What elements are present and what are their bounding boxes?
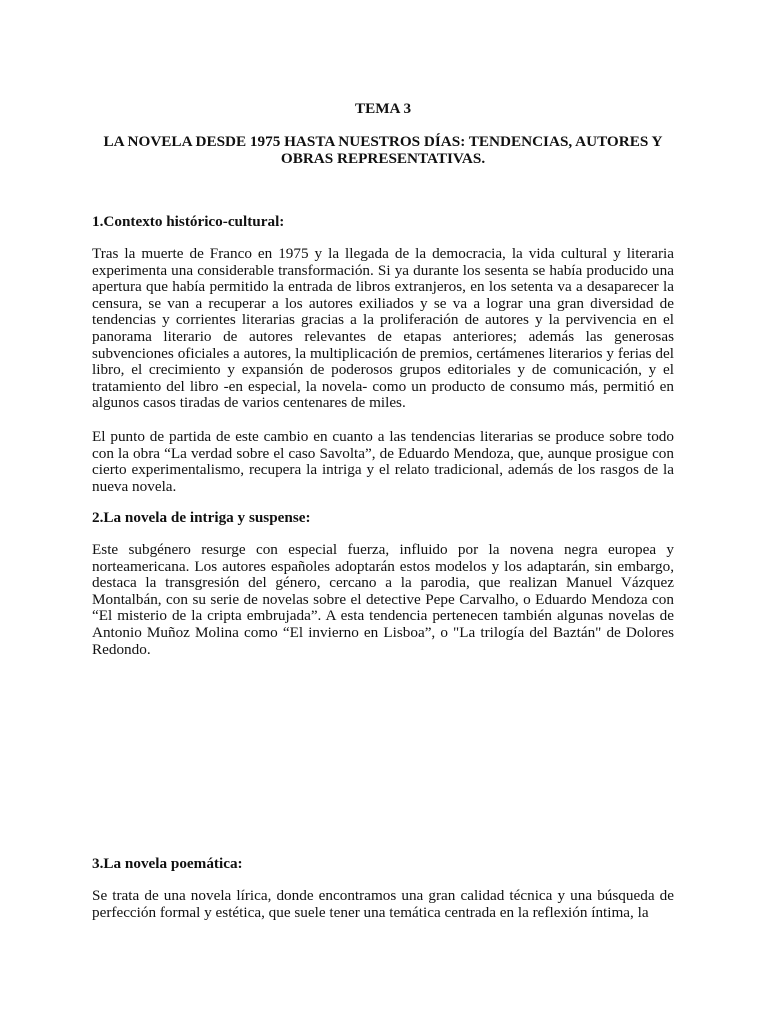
section-heading-contexto: 1.Contexto histórico-cultural: <box>92 213 285 230</box>
paragraph-intriga-1: Este subgénero resurge con especial fuerza, influido por la novena negra europea y norteamericana. Los autores españoles adoptarán estos modelos y los adaptarán, sin embargo, destaca la transgresión del género, cercano a la parodia, que realizan Manuel Vázquez Montalbán, con su serie de novelas sobre el detective Pepe Carvalho, o Eduardo Mendoza con “El misterio de la cripta embrujada”. A esta tendencia pertenecen también algunas novelas de Antonio Muñoz Molina como “El invierno en Lisboa”, o "La trilogía del Baztán" de Dolores Redondo. <box>92 541 674 658</box>
paragraph-poematica-1: Se trata de una novela lírica, donde encontramos una gran calidad técnica y una búsqueda de perfección formal y estética, que suele tener una temática centrada en la reflexión íntima, la <box>92 887 674 921</box>
document-title: LA NOVELA DESDE 1975 HASTA NUESTROS DÍAS: TENDENCIAS, AUTORES Y OBRAS REPRESENTATIVAS. <box>103 133 663 167</box>
tema-heading: TEMA 3 <box>354 100 412 117</box>
section-heading-poematica: 3.La novela poemática: <box>92 855 243 872</box>
paragraph-contexto-2: El punto de partida de este cambio en cuanto a las tendencias literarias se produce sobre todo con la obra “La verdad sobre el caso Savolta”, de Eduardo Mendoza, que, aunque prosigue con cierto experimentalismo, recupera la intriga y el relato tradicional, además de los rasgos de la nueva novela. <box>92 428 674 495</box>
paragraph-contexto-1: Tras la muerte de Franco en 1975 y la llegada de la democracia, la vida cultural y literaria experimenta una considerable transformación. Si ya durante los sesenta se había producido una apertura que había permitido la entrada de libros extranjeros, en los setenta va a desaparecer la censura, se van a recuperar a los autores exiliados y se va a lograr una gran diversidad de tendencias y corrientes literarias gracias a la proliferación de autores y la pervivencia en el panorama literario de autores relevantes de etapas anteriores; además las generosas subvenciones oficiales a autores, la multiplicación de premios, certámenes literarios y ferias del libro, el crecimiento y expansión de poderosos grupos editoriales y de comunicación, y el tratamiento del libro -en especial, la novela- como un producto de consumo más, permitió en algunos casos tiradas de varios centenares de miles. <box>92 245 674 412</box>
section-heading-intriga: 2.La novela de intriga y suspense: <box>92 509 311 526</box>
